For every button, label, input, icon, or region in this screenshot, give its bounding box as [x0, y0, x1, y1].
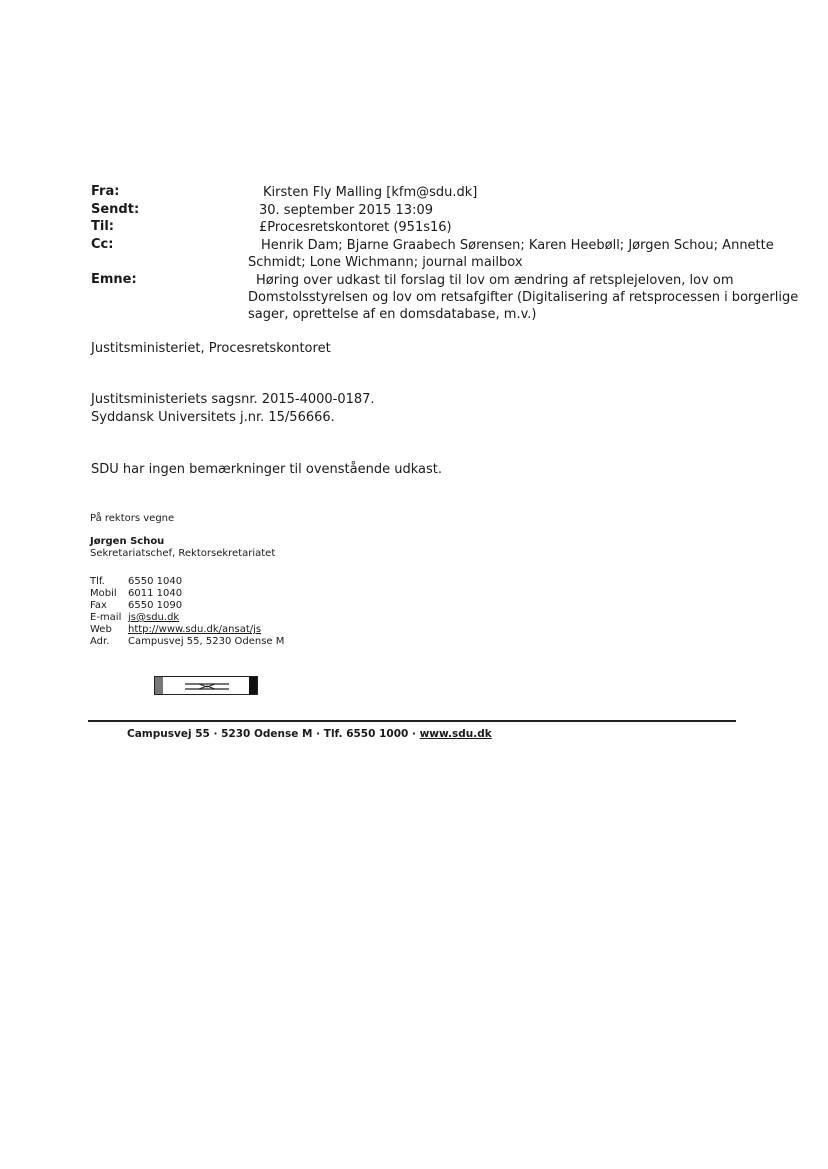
web-link[interactable]: http://www.sdu.dk/ansat/js: [128, 624, 262, 635]
reference-line-2: Syddansk Universitets j.nr. 15/56666.: [91, 410, 335, 425]
contact-key: E-mail: [90, 612, 122, 623]
contact-row-phone: [90, 576, 284, 588]
reference-line-1: Justitsministeriets sagsnr. 2015-4000-0187.: [91, 392, 375, 407]
message-text: SDU har ingen bemærkninger til ovenstående udkast.: [91, 462, 442, 477]
subject-label: Emne:: [91, 272, 137, 287]
logo-mark-icon: [155, 677, 259, 696]
contact-row-fax: [90, 600, 284, 612]
contact-value: 6011 1040: [128, 588, 183, 599]
subject-line2: Domstolsstyrelsen og lov om retsafgifter (Digitalisering af retsprocessen i borgerlige: [248, 290, 799, 305]
sdu-logo-icon: [154, 676, 258, 695]
contact-value: Campusvej 55, 5230 Odense M: [128, 636, 285, 647]
footer-divider: [88, 720, 736, 722]
footer-address: [127, 728, 492, 740]
contact-value: 6550 1090: [128, 600, 183, 611]
recipient-line: Justitsministeriet, Procesretskontoret: [91, 341, 331, 356]
from-value: Kirsten Fly Malling [kfm@sdu.dk]: [263, 185, 478, 200]
cc-label: Cc:: [91, 237, 114, 252]
footer-text: Campusvej 55 · 5230 Odense M · Tlf. 6550 1000 ·: [127, 728, 420, 740]
cc-value-line1: Henrik Dam; Bjarne Graabech Sørensen; Karen Heebøll; Jørgen Schou; Annette: [261, 238, 774, 253]
cc-value-line2: Schmidt; Lone Wichmann; journal mailbox: [248, 255, 523, 270]
to-label: Til:: [91, 219, 114, 234]
contact-list: [90, 576, 284, 648]
subject-line3: sager, oprettelse af en domsdatabase, m.v.): [248, 307, 537, 322]
contact-key: Web: [90, 624, 112, 635]
contact-row-web: [90, 624, 284, 636]
from-label: Fra:: [91, 184, 120, 199]
contact-row-address: [90, 636, 284, 648]
contact-key: Fax: [90, 600, 107, 611]
to-value: £Procesretskontoret (951s16): [259, 220, 452, 235]
signature-title: Sekretariatschef, Rektorsekretariatet: [90, 548, 276, 559]
email-link[interactable]: js@sdu.dk: [128, 612, 180, 623]
contact-key: Tlf.: [90, 576, 105, 587]
contact-value: 6550 1040: [128, 576, 183, 587]
footer-website-link[interactable]: www.sdu.dk: [419, 728, 492, 740]
signature-name: Jørgen Schou: [90, 536, 165, 547]
contact-key: Adr.: [90, 636, 110, 647]
contact-row-mobile: [90, 588, 284, 600]
subject-line1: Høring over udkast til forslag til lov om ændring af retsplejeloven, lov om: [256, 273, 734, 288]
on-behalf-text: På rektors vegne: [90, 513, 175, 524]
contact-key: Mobil: [90, 588, 117, 599]
sent-value: 30. september 2015 13:09: [259, 203, 433, 218]
sent-label: Sendt:: [91, 202, 140, 217]
contact-row-email: [90, 612, 284, 624]
